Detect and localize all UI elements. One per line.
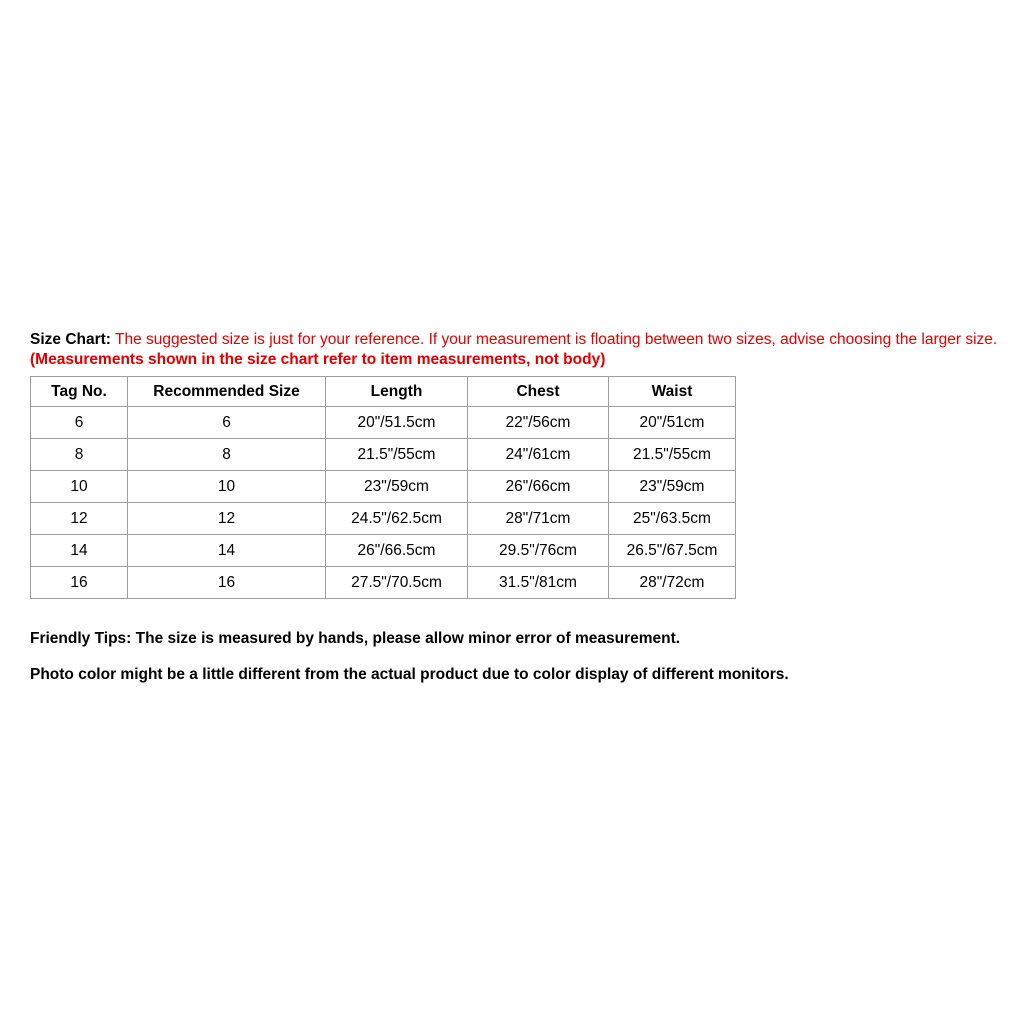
intro-paragraph bbox=[30, 330, 998, 350]
table-row bbox=[31, 503, 736, 535]
table-cell: 8 bbox=[31, 439, 128, 471]
table-cell: 12 bbox=[31, 503, 128, 535]
table-cell: 6 bbox=[31, 407, 128, 439]
table-row bbox=[31, 567, 736, 599]
table-cell: 14 bbox=[128, 535, 326, 567]
table-header-length: Length bbox=[326, 377, 468, 407]
table-row bbox=[31, 471, 736, 503]
table-cell: 20"/51.5cm bbox=[326, 407, 468, 439]
intro-red-text: The suggested size is just for your reference. If your measurement is floating between two sizes, advise choosing the larger size. bbox=[115, 331, 998, 348]
table-cell: 21.5"/55cm bbox=[326, 439, 468, 471]
photo-color-note: Photo color might be a little different from the actual product due to color display of different monitors. bbox=[30, 666, 789, 683]
table-cell: 26"/66.5cm bbox=[326, 535, 468, 567]
size-table bbox=[30, 376, 736, 599]
table-header-recommended-size: Recommended Size bbox=[128, 377, 326, 407]
table-cell: 12 bbox=[128, 503, 326, 535]
table-cell: 25"/63.5cm bbox=[609, 503, 736, 535]
table-cell: 22"/56cm bbox=[468, 407, 609, 439]
size-chart-label: Size Chart: bbox=[30, 331, 111, 348]
friendly-tips-note: Friendly Tips: The size is measured by hands, please allow minor error of measurement. bbox=[30, 630, 681, 647]
table-cell: 20"/51cm bbox=[609, 407, 736, 439]
table-cell: 16 bbox=[31, 567, 128, 599]
table-row bbox=[31, 407, 736, 439]
table-cell: 28"/72cm bbox=[609, 567, 736, 599]
table-cell: 23"/59cm bbox=[609, 471, 736, 503]
table-header-tag-no: Tag No. bbox=[31, 377, 128, 407]
table-cell: 24.5"/62.5cm bbox=[326, 503, 468, 535]
table-cell: 26"/66cm bbox=[468, 471, 609, 503]
table-cell: 10 bbox=[31, 471, 128, 503]
table-cell: 16 bbox=[128, 567, 326, 599]
table-cell: 24"/61cm bbox=[468, 439, 609, 471]
table-cell: 26.5"/67.5cm bbox=[609, 535, 736, 567]
table-cell: 21.5"/55cm bbox=[609, 439, 736, 471]
table-cell: 27.5"/70.5cm bbox=[326, 567, 468, 599]
table-cell: 6 bbox=[128, 407, 326, 439]
table-header-row bbox=[31, 377, 736, 407]
table-cell: 31.5"/81cm bbox=[468, 567, 609, 599]
table-cell: 8 bbox=[128, 439, 326, 471]
table-cell: 23"/59cm bbox=[326, 471, 468, 503]
table-header-chest: Chest bbox=[468, 377, 609, 407]
table-cell: 14 bbox=[31, 535, 128, 567]
size-chart-content bbox=[30, 330, 998, 685]
table-cell: 29.5"/76cm bbox=[468, 535, 609, 567]
table-header-waist: Waist bbox=[609, 377, 736, 407]
table-row bbox=[31, 439, 736, 471]
measurement-note: (Measurements shown in the size chart refer to item measurements, not body) bbox=[30, 351, 606, 368]
table-row bbox=[31, 535, 736, 567]
table-cell: 10 bbox=[128, 471, 326, 503]
table-cell: 28"/71cm bbox=[468, 503, 609, 535]
